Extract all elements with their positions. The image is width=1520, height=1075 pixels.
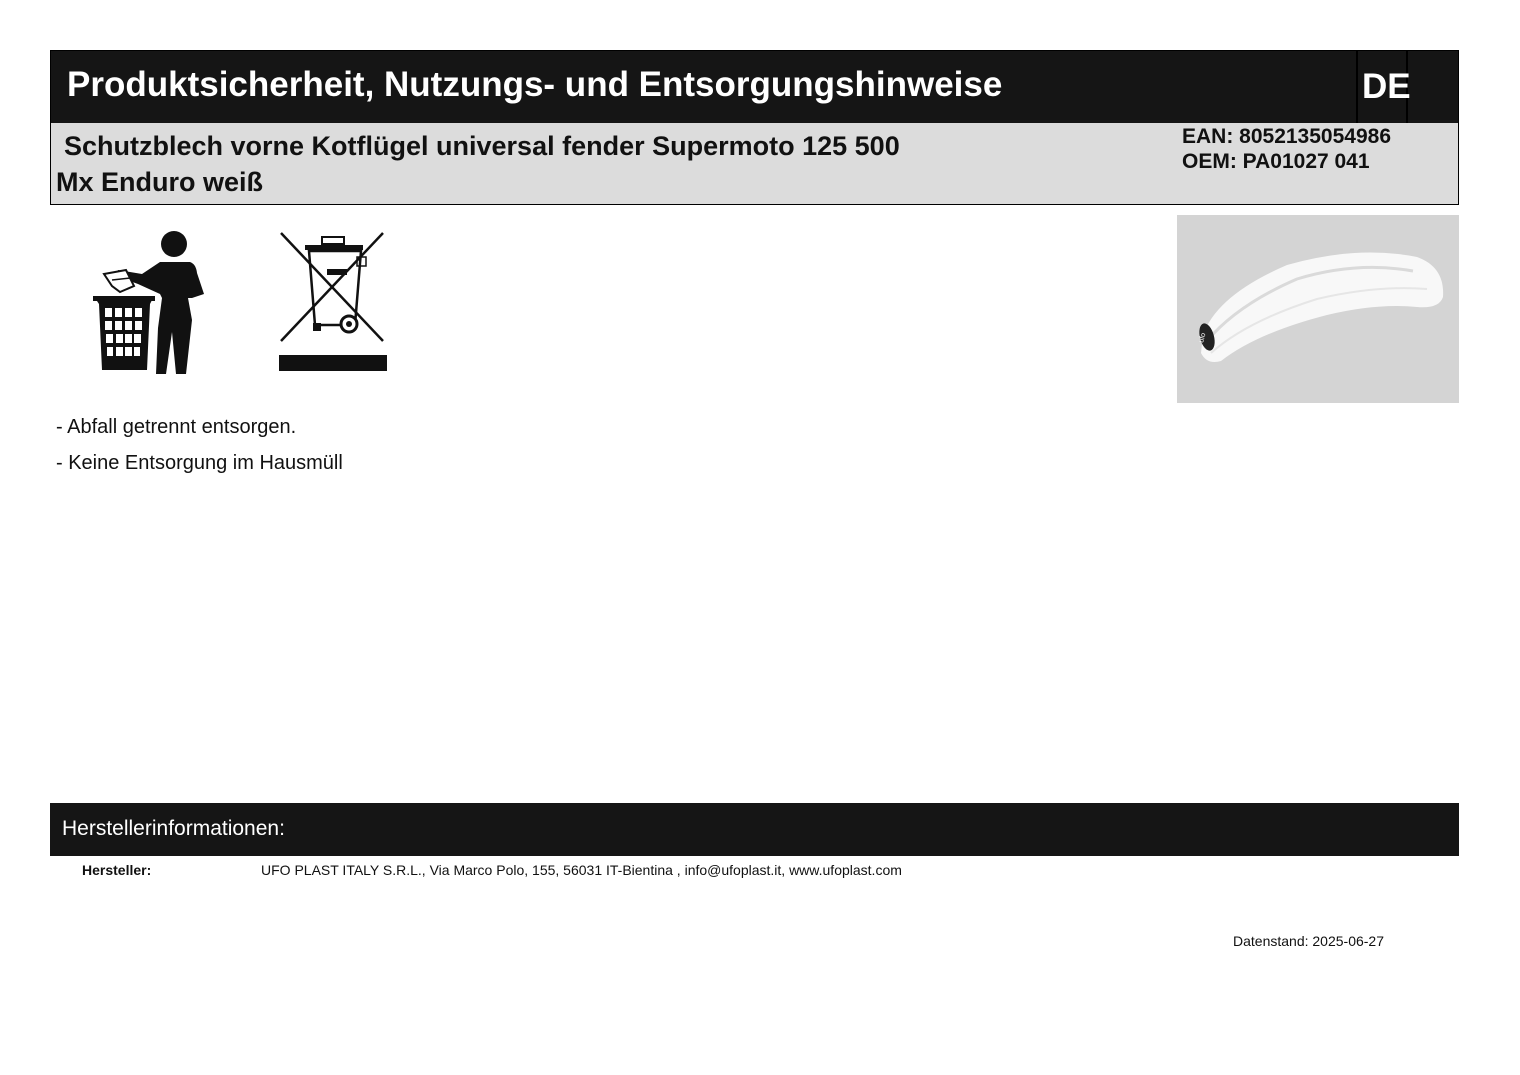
product-name: Schutzblech vorne Kotflügel universal fender Supermoto 125 500 Mx Enduro weiß bbox=[56, 131, 900, 197]
product-image bbox=[1177, 215, 1459, 403]
manufacturer-label: Hersteller: bbox=[82, 862, 152, 878]
svg-text:ufo: ufo bbox=[1198, 332, 1208, 344]
oem-code: OEM: PA01027 041 bbox=[1182, 150, 1370, 173]
disposal-notes bbox=[56, 413, 343, 485]
page-title: Produktsicherheit, Nutzungs- und Entsorgungshinweise bbox=[67, 65, 1003, 104]
crossed-out-wheelie-bin-icon bbox=[277, 231, 389, 374]
note-item: - Keine Entsorgung im Hausmüll bbox=[56, 452, 343, 474]
data-date: Datenstand: 2025-06-27 bbox=[1233, 933, 1384, 949]
page-header bbox=[50, 50, 1459, 124]
product-codes bbox=[1182, 124, 1391, 174]
manufacturer-details: UFO PLAST ITALY S.R.L., Via Marco Polo, 155, 56031 IT-Bientina , info@ufoplast.it, www.ufoplast.com bbox=[261, 862, 902, 878]
litter-bin-icon bbox=[90, 228, 210, 376]
note-item: - Abfall getrennt entsorgen. bbox=[56, 416, 297, 438]
manufacturer-section-title: Herstellerinformationen: bbox=[62, 817, 285, 840]
manufacturer-header bbox=[50, 803, 1459, 856]
product-header bbox=[50, 123, 1459, 205]
language-code: DE bbox=[1356, 51, 1408, 123]
ean-code: EAN: 8052135054986 bbox=[1182, 125, 1391, 148]
